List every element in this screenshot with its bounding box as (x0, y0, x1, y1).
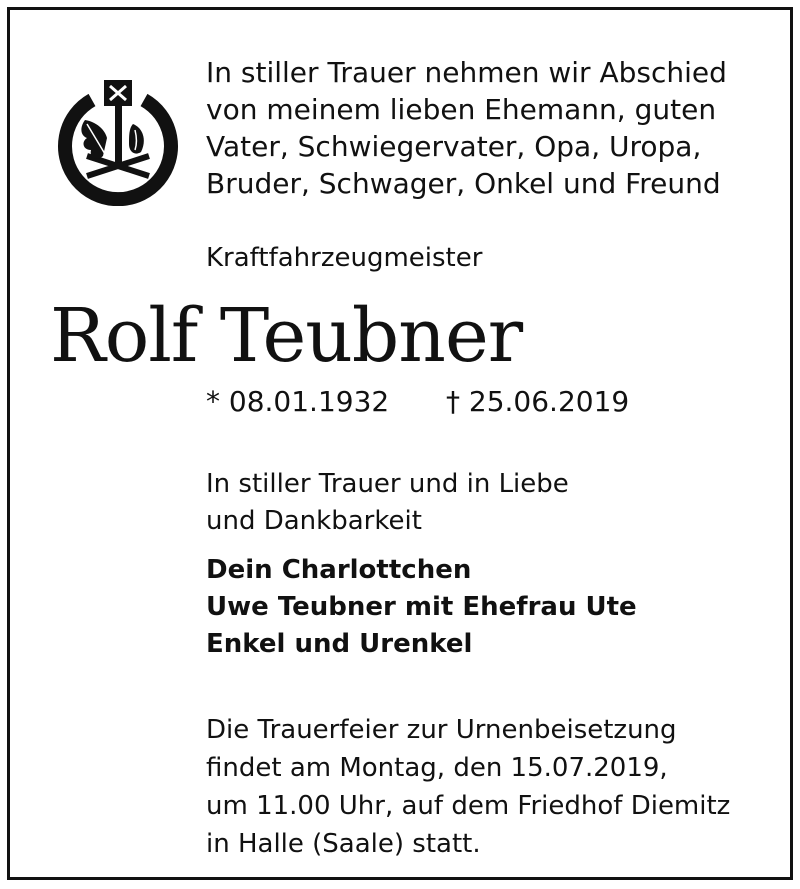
life-dates (206, 382, 630, 422)
mourner-line: Uwe Teubner mit Ehefrau Ute (206, 592, 637, 622)
grief-line: und Dankbarkeit (206, 506, 422, 536)
service-line: um 11.00 Uhr, auf dem Friedhof Diemitz (206, 791, 731, 821)
intro-line: von meinem lieben Ehemann, guten (206, 93, 717, 126)
intro-text (206, 54, 796, 202)
funeral-service-info (206, 711, 730, 863)
profession-label: Kraftfahrzeugmeister (206, 243, 483, 273)
intro-line: Vater, Schwiegervater, Opa, Uropa, (206, 130, 702, 163)
mourners-list (206, 552, 637, 663)
obituary-frame (7, 7, 793, 880)
intro-line: Bruder, Schwager, Onkel und Freund (206, 167, 721, 200)
mourner-line: Enkel und Urenkel (206, 629, 473, 659)
service-line: in Halle (Saale) statt. (206, 829, 481, 859)
birth-date: * 08.01.1932 (206, 385, 390, 418)
mourner-line: Dein Charlottchen (206, 555, 472, 585)
service-line: findet am Montag, den 15.07.2019, (206, 753, 668, 783)
intro-line: In stiller Trauer nehmen wir Abschied (206, 56, 727, 89)
grief-line: In stiller Trauer und in Liebe (206, 469, 569, 499)
death-date: † 25.06.2019 (446, 385, 630, 418)
deceased-name: Rolf Teubner (50, 293, 523, 379)
oak-leaf-hammer-emblem-icon (57, 78, 179, 206)
grief-text (206, 466, 569, 540)
service-line: Die Trauerfeier zur Urnenbeisetzung (206, 715, 677, 745)
